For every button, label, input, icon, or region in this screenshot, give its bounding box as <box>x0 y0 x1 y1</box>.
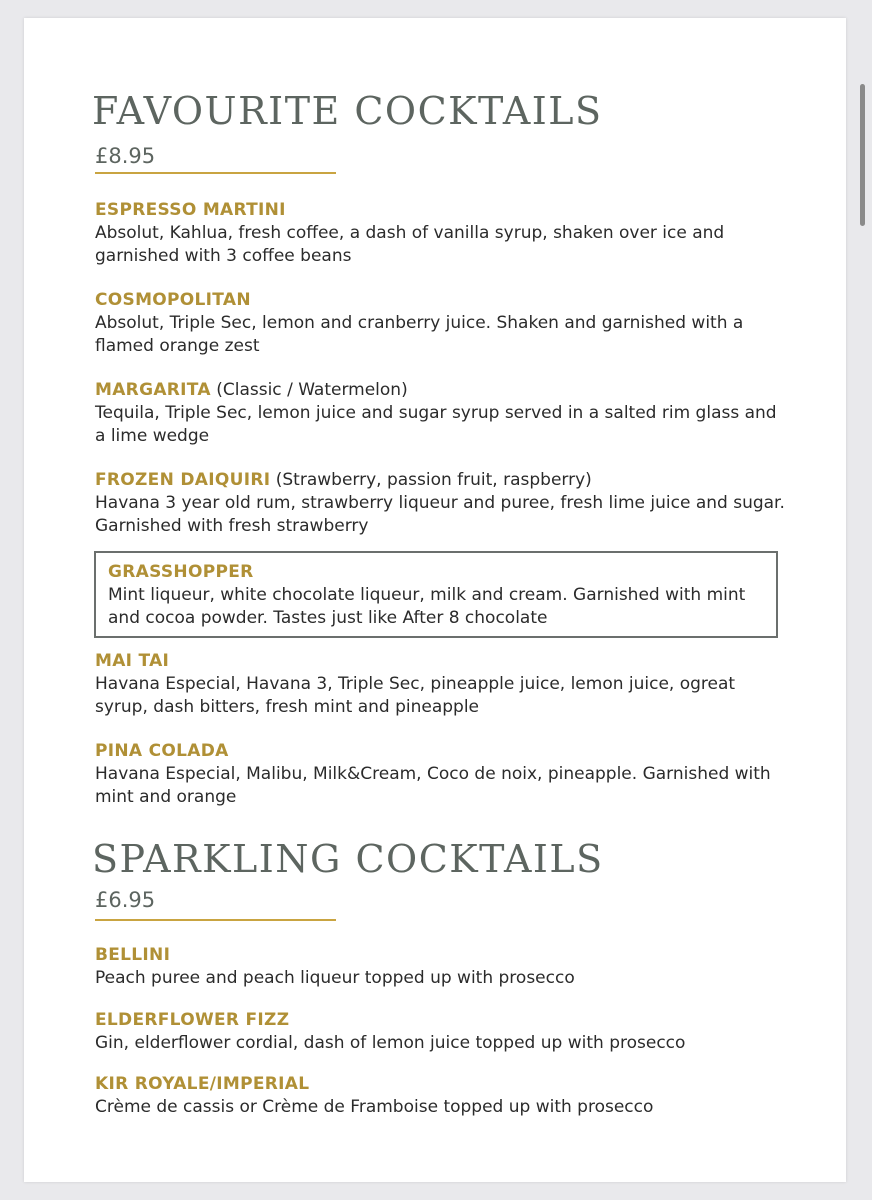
vertical-scrollbar[interactable] <box>860 84 865 226</box>
menu-item-margarita <box>95 379 785 448</box>
menu-item-name: ESPRESSO MARTINI <box>95 200 286 220</box>
menu-item-description: Gin, elderflower cordial, dash of lemon juice topped up with prosecco <box>95 1033 686 1053</box>
section-title-favourite-cocktails: FAVOURITE COCKTAILS <box>92 89 603 133</box>
menu-item-description: Havana Especial, Malibu, Milk&Cream, Coco de noix, pineapple. Garnished with mint and orange <box>95 764 771 807</box>
menu-item-mai-tai <box>95 650 785 719</box>
menu-item-elderflower-fizz <box>95 1009 785 1055</box>
menu-item-description: Crème de cassis or Crème de Framboise topped up with prosecco <box>95 1097 654 1117</box>
menu-item-name: GRASSHOPPER <box>108 562 254 582</box>
menu-item-pina-colada <box>95 740 785 809</box>
menu-item-description: Havana Especial, Havana 3, Triple Sec, pineapple juice, lemon juice, ogreat syrup, dash bitters, fresh mint and pineapple <box>95 674 736 717</box>
menu-item-description: Mint liqueur, white chocolate liqueur, milk and cream. Garnished with mint and cocoa powder. Tastes just like After 8 chocolate <box>108 585 746 628</box>
section-price-sparkling-cocktails: £6.95 <box>95 888 156 912</box>
menu-item-name: MARGARITA <box>95 380 211 400</box>
menu-item-description: Absolut, Kahlua, fresh coffee, a dash of vanilla syrup, shaken over ice and garnished with 3 coffee beans <box>95 223 725 266</box>
menu-item-name: BELLINI <box>95 945 171 965</box>
menu-item-description: Havana 3 year old rum, strawberry liqueur and puree, fresh lime juice and sugar. Garnished with fresh strawberry <box>95 493 785 536</box>
menu-item-name: FROZEN DAIQUIRI <box>95 470 271 490</box>
menu-item-name: PINA COLADA <box>95 741 229 761</box>
menu-item-description: Absolut, Triple Sec, lemon and cranberry juice. Shaken and garnished with a flamed orange zest <box>95 313 744 356</box>
menu-item-espresso-martini <box>95 199 785 268</box>
section-price-favourite-cocktails: £8.95 <box>95 144 156 168</box>
menu-item-grasshopper-highlight-box <box>94 551 778 638</box>
menu-item-frozen-daiquiri <box>95 469 785 538</box>
section-divider <box>95 172 336 174</box>
menu-item-variants: (Strawberry, passion fruit, raspberry) <box>270 470 592 490</box>
menu-item-kir-royale-imperial <box>95 1073 785 1119</box>
menu-item-name: ELDERFLOWER FIZZ <box>95 1010 290 1030</box>
menu-item-variants: (Classic / Watermelon) <box>210 380 408 400</box>
menu-item-name: KIR ROYALE/IMPERIAL <box>95 1074 310 1094</box>
menu-item-description: Tequila, Triple Sec, lemon juice and sugar syrup served in a salted rim glass and a lime wedge <box>95 403 777 446</box>
menu-item-bellini <box>95 944 785 990</box>
menu-item-cosmopolitan <box>95 289 785 358</box>
section-divider <box>95 919 336 921</box>
section-title-sparkling-cocktails: SPARKLING COCKTAILS <box>92 837 604 881</box>
menu-item-name: COSMOPOLITAN <box>95 290 251 310</box>
menu-item-description: Peach puree and peach liqueur topped up with prosecco <box>95 968 575 988</box>
menu-item-name: MAI TAI <box>95 651 170 671</box>
